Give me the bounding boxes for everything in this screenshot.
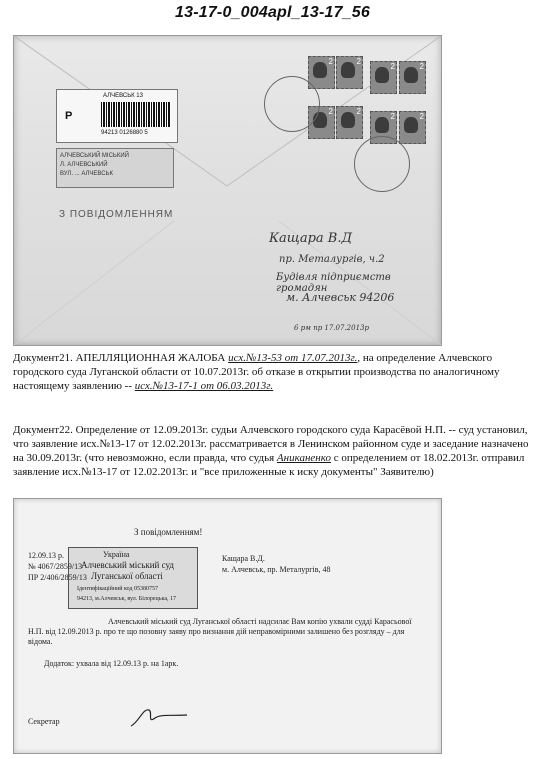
sender-stamp-line: Л. АЛЧЕВСЬКИЙ <box>60 162 108 168</box>
postmark <box>264 76 320 132</box>
postage-stamp: 2 <box>399 111 426 144</box>
sender-stamp-line: ВУЛ. ... АЛЧЕВСЬК <box>60 171 113 177</box>
barcode-city: АЛЧЕВСЬК 13 <box>103 93 143 99</box>
document21-ref-link[interactable]: исх.№13-53 от 17.07.2013г. <box>228 352 358 364</box>
document21-title: Документ21. АПЕЛЛЯЦИОННАЯ ЖАЛОБА <box>13 352 226 364</box>
court-stamp-line: Луганської області <box>91 571 163 581</box>
sender-stamp-line: АЛЧЕВСЬКИЙ МІСЬКИЙ <box>60 153 129 159</box>
letter-recipient-name: Кащара В.Д. <box>222 554 265 563</box>
document21-ref-link-2[interactable]: исх.№13-17-1 от 06.03.2013г. <box>134 380 274 392</box>
letter-recipient-address: м. Алчевськ, пр. Металургів, 48 <box>222 565 331 574</box>
letter-ref: ПР 2/406/2859/13 <box>28 573 87 582</box>
postage-stamp: 2 <box>370 61 397 94</box>
envelope-photo <box>13 35 442 346</box>
postage-stamp: 2 <box>308 56 335 89</box>
court-stamp-line: 94213, м.Алчевськ, вул. Білорецька, 17 <box>77 596 176 602</box>
document21-text: на определение Алчевского городского суда Луганской области от 10.07.2013г. об отказе в открытии производства по аналогичному настоящему заявлению -- <box>13 352 500 392</box>
registered-mark: P <box>65 110 73 122</box>
notice-stamp <box>59 208 173 222</box>
recipient-address: Будівля підприємств громадян <box>276 272 391 294</box>
document22-judge-link[interactable]: Аниканенко <box>276 452 331 464</box>
notice-stamp-text: З ПОВІДОМЛЕННЯМ <box>59 209 174 220</box>
signature-icon <box>129 704 189 729</box>
sender-stamp <box>56 148 174 188</box>
document21-paragraph: Документ21. АПЕЛЛЯЦИОННАЯ ЖАЛОБА исх.№13-53 от 17.07.2013г., на определение Алчевского городского суда Луганской области от 10.07.2013г. об отказе в открытии производства по аналогичному настоящему заявлению -- исх.№13-17-1 от 06.03.2013г. <box>13 352 500 392</box>
letter-attachment: Додаток: ухвала від 12.09.13 р. на 1арк. <box>44 659 179 668</box>
letter-date: 12.09.13 р. <box>28 551 64 560</box>
court-letter-photo <box>13 498 442 754</box>
recipient-address: м. Алчевськ 94206 <box>286 291 395 304</box>
barcode-label <box>56 89 178 143</box>
barcode-icon <box>101 102 171 127</box>
postage-stamp: 2 <box>336 56 363 89</box>
court-stamp-line: Україна <box>103 550 130 559</box>
court-stamp-line: Алчевський міський суд <box>81 560 175 570</box>
barcode-number: 94213 0126880 5 <box>101 130 148 136</box>
postage-stamp: 2 <box>370 111 397 144</box>
letter-header: З повідомленням! <box>134 527 203 537</box>
court-stamp <box>68 547 198 609</box>
postage-stamp: 2 <box>308 106 335 139</box>
postmark <box>354 136 410 192</box>
letter-ref: № 4067/2859/13 <box>28 562 83 571</box>
document22-paragraph <box>13 423 535 479</box>
court-stamp-line: Ідентифікаційний код 05380757 <box>77 586 159 592</box>
document22-text: Документ22. Определение от 12.09.2013г. судьи Алчевского городского суда Карасёвой Н.П. -- суд установил, что заявление исх.№13-17 от 12.02.2013г. рассматривается в Ленинском районном суде и заседание назначено на 30.09.2013г. (что невозможно, если правда, что судья <box>13 424 529 464</box>
document22-text-2: с определением от 18.02.2013г. отправил заявление исх.№13-17 от 12.02.2013г. и "все приложенные к иску документы" Заявителю) <box>13 452 525 478</box>
envelope-note: 6 рм пр 17.07.2013р <box>294 324 369 332</box>
postage-stamp: 2 <box>399 61 426 94</box>
page-title: 13-17-0_004apl_13-17_56 <box>175 4 370 21</box>
recipient-name: Кащара В.Д <box>269 231 353 246</box>
letter-body: Алчевський міський суд Луганської області надсилає Вам копію ухвали судді Карасьової Н.П. від 12.09.2013 р. про те що позовну заяву про визнання дій неправомірними залишено без розгляду – для відома. <box>28 617 412 646</box>
signature-label: Секретар <box>28 717 60 726</box>
postage-stamp: 2 <box>336 106 363 139</box>
recipient-address: пр. Металургів, ч.2 <box>279 254 385 265</box>
